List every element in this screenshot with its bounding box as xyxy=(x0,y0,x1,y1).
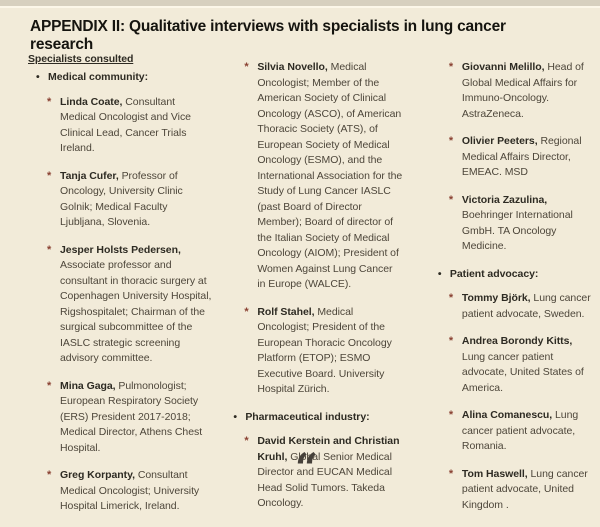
specialist-name: Tanja Cufer, xyxy=(60,169,119,182)
entry-text: Greg Korpanty, Consultant Medical Oncologist; University Hospital Limerick, Ireland. xyxy=(60,469,200,512)
specialist-entry xyxy=(28,243,213,367)
section-heading: Specialists consulted xyxy=(28,53,134,65)
asterisk-icon: * xyxy=(448,135,454,147)
pull-quote-mark: “ xyxy=(295,445,319,492)
asterisk-icon: * xyxy=(47,379,52,392)
entry-text: Tom Haswell, Lung cancer patient advocate, United Kingdom . xyxy=(461,467,588,511)
category-label xyxy=(48,70,213,86)
bullet-icon: • xyxy=(437,267,442,280)
entry-text: Jesper Holsts Pedersen, Associate professor and consultant in thoracic surgery at Copenhagen University Hospital, Rigshospitalet; Chairman of the surgical subcommittee of the IASLC strategic screening advisory committee. xyxy=(60,243,212,364)
specialist-entry xyxy=(430,193,594,255)
bullet-icon: • xyxy=(36,71,40,83)
entry-text: Tommy Björk, Lung cancer patient advocate, Sweden. xyxy=(461,292,591,320)
category-label xyxy=(450,267,594,283)
asterisk-icon: * xyxy=(448,61,454,73)
entry-text: Olivier Peeters, Regional Medical Affairs Director, EMEAC. MSD xyxy=(461,135,582,178)
page-title: APPENDIX II: Qualitative interviews with specialists in lung cancer research xyxy=(30,18,506,53)
specialist-name: Silvia Novello, xyxy=(257,61,328,73)
asterisk-icon: * xyxy=(244,305,249,318)
entry-text: Mina Gaga, Pulmonologist; European Respiratory Society (ERS) President 2017-2018; Medical Director, Athens Chest Hospital. xyxy=(60,379,203,454)
category-heading xyxy=(225,410,403,426)
entry-text: Linda Coate, Consultant Medical Oncologist and Vice Clinical Lead, Cancer Trials Ireland. xyxy=(60,95,191,154)
entry-text: Giovanni Melillo, Head of Global Medical Affairs for Immuno-Oncology. AstraZeneca. xyxy=(461,61,584,120)
asterisk-icon: * xyxy=(47,469,52,481)
asterisk-icon: * xyxy=(448,335,454,347)
specialist-name: Olivier Peeters, xyxy=(461,135,538,147)
specialist-name: Andrea Borondy Kitts, xyxy=(461,335,573,347)
entry-text: David Kerstein and Christian Kruhl, Global Senior Medical Director and EUCAN Medical Head Solid Tumors. Takeda Oncology. xyxy=(257,435,400,509)
specialist-entry xyxy=(430,334,594,396)
specialist-name: Rolf Stahel, xyxy=(257,305,315,318)
entry-text: Rolf Stahel, Medical Oncologist; President of the European Thoracic Oncology Platform (ETOP); ESMO Executive Board. University Hospital Zürich. xyxy=(257,305,392,395)
specialist-entry xyxy=(225,60,403,293)
entry-text: Andrea Borondy Kitts, Lung cancer patient advocate, United States of America. xyxy=(461,335,584,394)
specialist-entry xyxy=(430,291,594,322)
specialist-name: Mina Gaga, xyxy=(60,379,116,392)
specialist-name: David Kerstein and Christian Kruhl, xyxy=(257,435,400,463)
entry-text: Victoria Zazulina, Boehringer International GmbH. TA Oncology Medicine. xyxy=(461,193,573,252)
asterisk-icon: * xyxy=(47,169,52,182)
asterisk-icon: * xyxy=(448,193,454,206)
bullet-icon: • xyxy=(233,410,237,423)
specialist-entry xyxy=(28,169,213,231)
specialist-name: Alina Comanescu, xyxy=(461,409,553,421)
category-heading xyxy=(430,267,594,283)
entry-text: Alina Comanescu, Lung cancer patient advocate, Romania. xyxy=(461,409,579,452)
specialist-entry xyxy=(430,467,594,514)
category-name: Medical community: xyxy=(48,71,149,83)
specialist-name: Victoria Zazulina, xyxy=(461,193,548,206)
category-name: Patient advocacy: xyxy=(449,267,539,280)
asterisk-icon: * xyxy=(244,61,249,73)
document-page xyxy=(0,8,600,512)
asterisk-icon: * xyxy=(448,292,454,304)
category-name: Pharmaceutical industry: xyxy=(245,410,370,423)
specialist-entry xyxy=(28,468,213,515)
specialist-name: Tom Haswell, xyxy=(461,467,528,480)
specialist-entry xyxy=(430,408,594,455)
asterisk-icon: * xyxy=(448,467,454,480)
asterisk-icon: * xyxy=(47,95,52,108)
asterisk-icon: * xyxy=(244,435,249,447)
specialist-name: Tommy Björk, xyxy=(461,292,531,304)
specialist-entry xyxy=(28,379,213,457)
category-label xyxy=(245,410,403,426)
asterisk-icon: * xyxy=(448,409,454,421)
entry-text: Silvia Novello, Medical Oncologist; Member of the American Society of Clinical Oncology (ASCO), of American Thoracic Society (ATS), of European Society of Medical Oncology (ESMO), and the International Association for the Study of Lung Cancer IASLC (past Board of Director Member); Board of director of the Italian Society of Medical Oncology (AIOM); President of Women Against Lung Cancer in Europe (WALCE). xyxy=(257,61,403,290)
specialist-name: Giovanni Melillo, xyxy=(461,61,545,73)
specialist-entry xyxy=(430,134,594,181)
category-heading xyxy=(28,70,213,86)
asterisk-icon: * xyxy=(47,243,52,256)
specialist-entry xyxy=(28,95,213,157)
specialist-entry xyxy=(430,60,594,122)
specialist-name: Linda Coate, xyxy=(60,95,123,108)
column-pharma-advocacy xyxy=(430,60,594,527)
specialist-name: Greg Korpanty, xyxy=(60,469,135,481)
specialist-name: Jesper Holsts Pedersen, xyxy=(60,243,181,256)
specialist-entry xyxy=(225,305,403,398)
column-medical-community xyxy=(28,60,213,527)
entry-text: Tanja Cufer, Professor of Oncology, University Clinic Golnik; Medical Faculty Ljubljana, Slovenia. xyxy=(60,169,183,228)
